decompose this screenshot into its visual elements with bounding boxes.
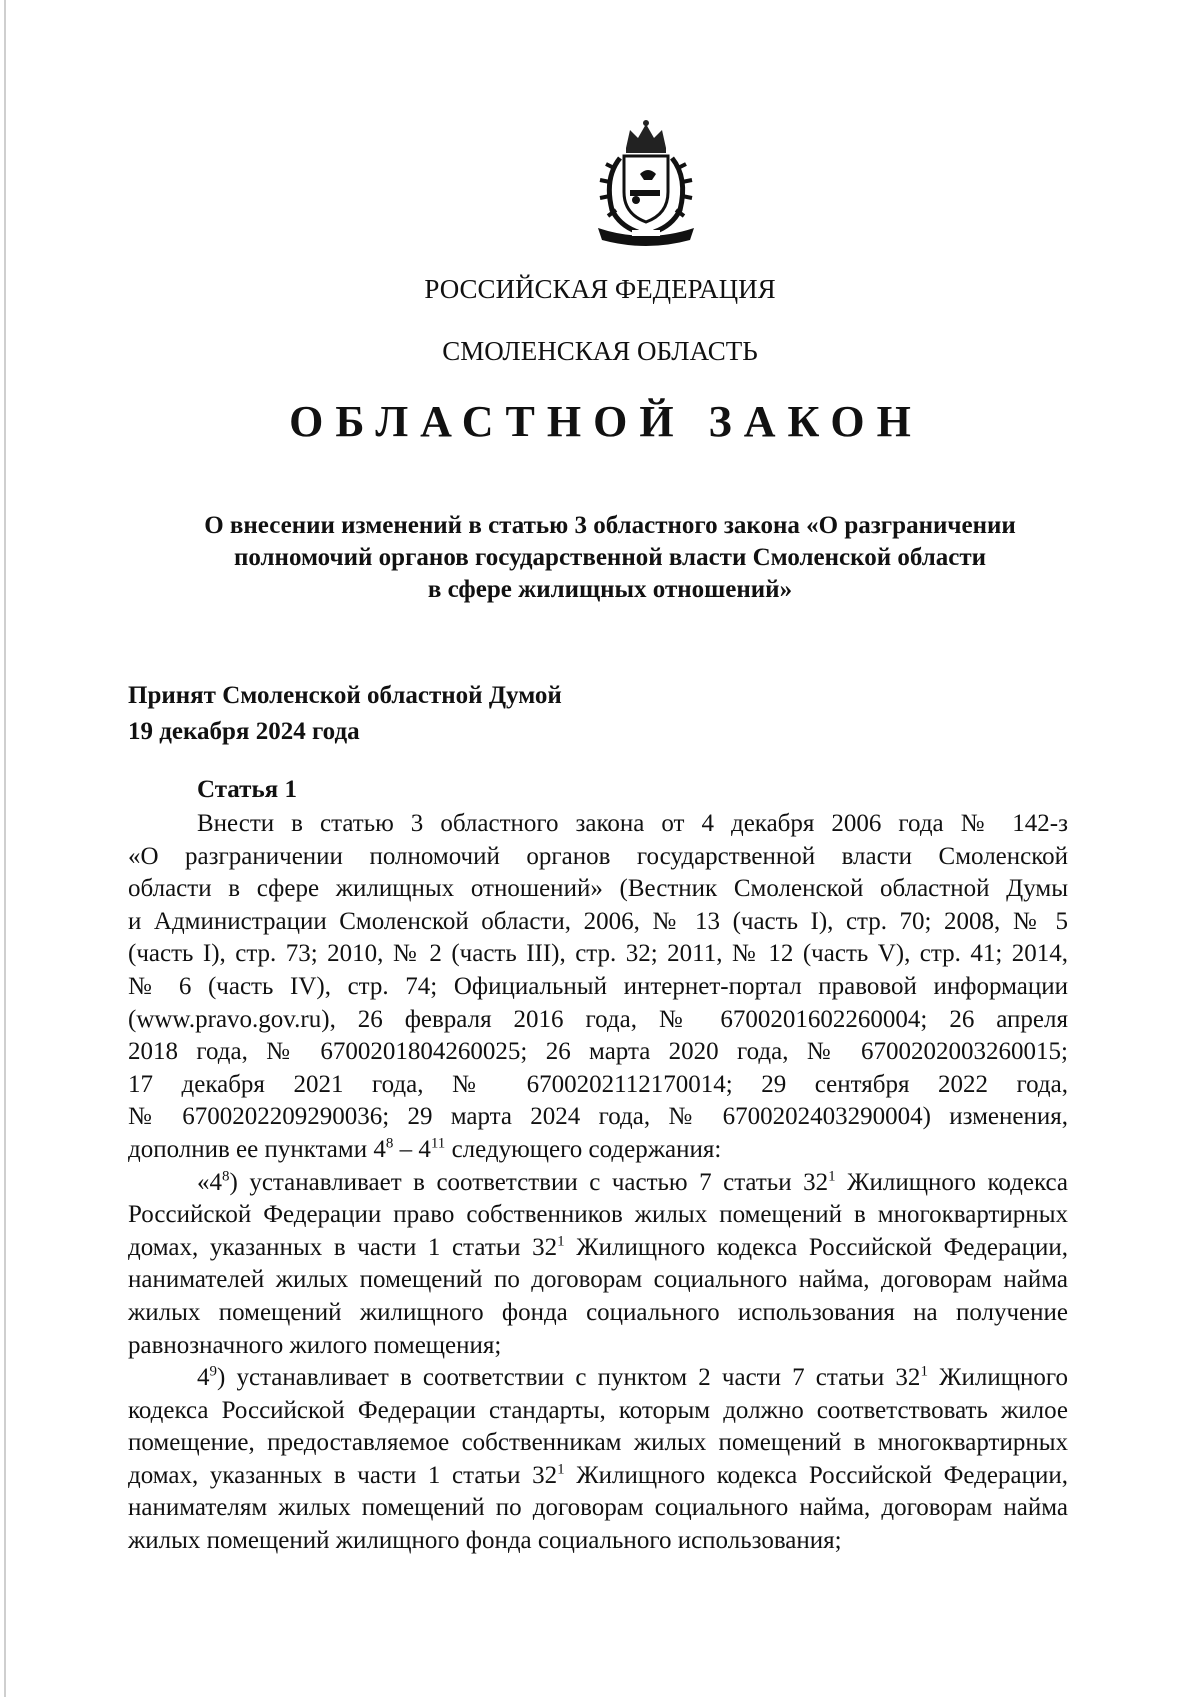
text-line: домах, указанных в части 1 статьи $32^1$ Жилищного кодекса Российской Федерации, [128, 1233, 1068, 1261]
coat-of-arms-emblem [590, 118, 702, 250]
text-line: области в сфере жилищных отношений» (Вестник Смоленской областной Думы [128, 875, 1068, 903]
scan-margin-line [4, 0, 6, 1697]
article-body [128, 808, 1068, 1558]
text-line: (www.pravo.gov.ru), 26 февраля 2016 года, № 6700201602260004; 26 апреля [128, 1005, 1068, 1033]
law-title-line: полномочий органов государственной власти Смоленской области [233, 544, 987, 571]
adoption-note [128, 678, 562, 750]
text-line: домах, указанных в части 1 статьи $32^1$ Жилищного кодекса Российской Федерации, [128, 1461, 1068, 1489]
text-line: и Администрации Смоленской области, 2006, № 13 (часть I), стр. 70; 2008, № 5 [128, 907, 1068, 935]
text-line: (часть I), стр. 73; 2010, № 2 (часть III), стр. 32; 2011, № 12 (часть V), стр. 41; 2014, [128, 940, 1068, 968]
text-line: «О разграничении полномочий органов государственной власти Смоленской [128, 842, 1068, 870]
country-name: РОССИЙСКАЯ ФЕДЕРАЦИЯ [424, 274, 776, 304]
text-line: № 6700202209290036; 29 марта 2024 года, № 6700202403290004) изменения, [128, 1103, 1068, 1131]
adoption-date: 19 декабря 2024 года [128, 718, 360, 745]
law-title-line: О внесении изменений в статью 3 областного закона «О разграничении [204, 512, 1016, 539]
text-line: Российской Федерации право собственников жилых помещений в многоквартирных [128, 1201, 1068, 1229]
text-line: 2018 года, № 6700201804260025; 26 марта 2020 года, № 6700202003260015; [128, 1038, 1068, 1066]
document-type: ОБЛАСТНОЙ ЗАКОН [289, 397, 923, 446]
adoption-body: Принят Смоленской областной Думой [128, 682, 562, 709]
article-intro-paragraph [128, 808, 1068, 1167]
text-line: помещение, предоставляемое собственникам жилых помещений в многоквартирных [128, 1429, 1068, 1457]
text-line: жилых помещений жилищного фонда социального использования на получение [128, 1298, 1068, 1326]
text-line: «$4^8$) устанавливает в соответствии с частью 7 статьи $32^1$ Жилищного кодекса [197, 1168, 1068, 1196]
text-line: кодекса Российской Федерации стандарты, которым должно соответствовать жилое [128, 1396, 1068, 1424]
item-4-8-paragraph [128, 1167, 1068, 1363]
region-name: СМОЛЕНСКАЯ ОБЛАСТЬ [442, 336, 758, 366]
law-title [150, 510, 1070, 606]
text-line: дополнив ее пунктами $4^8 - 4^{11}$ следующего содержания: [128, 1135, 722, 1163]
text-line: $4^9$) устанавливает в соответствии с пунктом 2 части 7 статьи $32^1$ Жилищного [197, 1363, 1068, 1392]
text-line: Внести в статью 3 областного закона от 4 декабря 2006 года № 142-з [197, 810, 1068, 837]
law-title-line: в сфере жилищных отношений» [427, 576, 793, 603]
text-line: равнозначного жилого помещения; [128, 1331, 502, 1359]
item-4-9-paragraph [128, 1362, 1068, 1558]
article-heading: Статья 1 [197, 776, 297, 803]
text-line: жилых помещений жилищного фонда социального использования; [128, 1527, 842, 1555]
text-line: нанимателям жилых помещений по договорам социального найма, договорам найма [128, 1494, 1068, 1522]
text-line: № 6 (часть IV), стр. 74; Официальный интернет-портал правовой информации [128, 972, 1068, 1000]
text-line: 17 декабря 2021 года, № 6700202112170014; 29 сентября 2022 года, [128, 1070, 1068, 1098]
text-line: нанимателей жилых помещений по договорам социального найма, договорам найма [128, 1266, 1068, 1294]
